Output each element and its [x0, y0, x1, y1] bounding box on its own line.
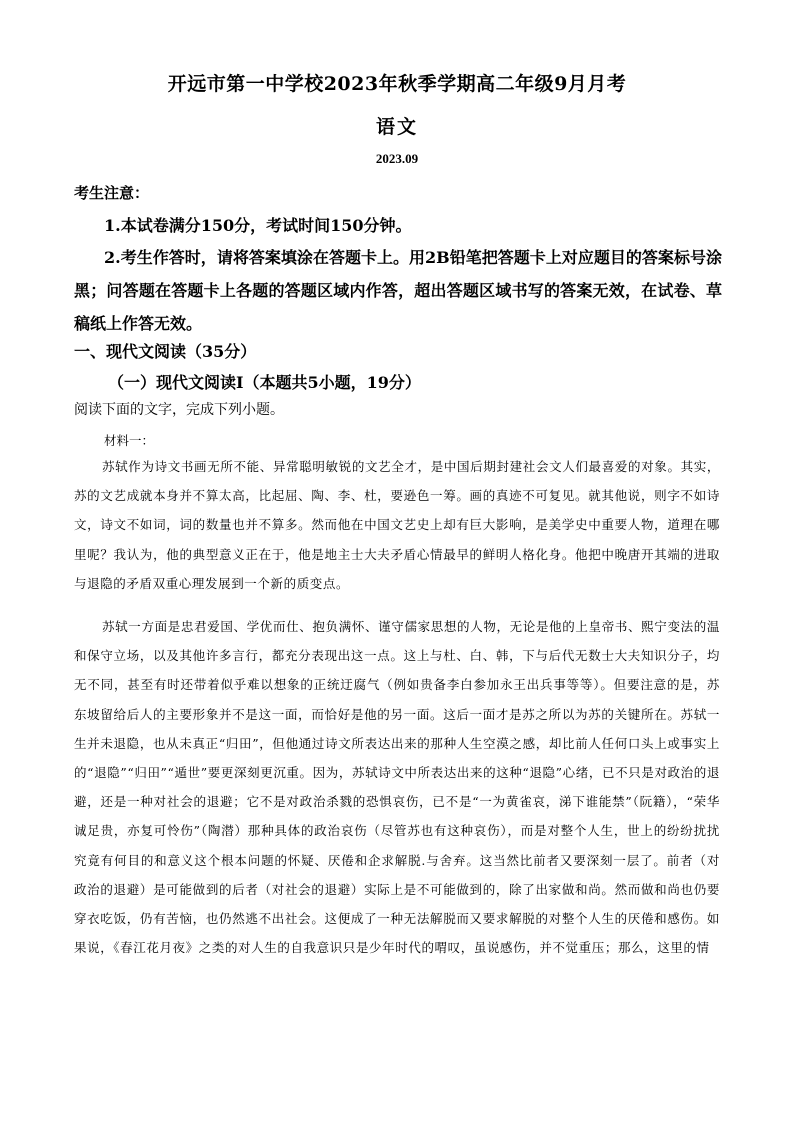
subsection-heading: （一）现代文阅读Ⅰ（本题共5小题，19分）: [108, 373, 421, 392]
exam-date: 2023.09: [375, 151, 419, 166]
notice-item-2: 2.考生作答时，请将答案填涂在答题卡上。用2B铅笔把答题卡上对应题目的答案标号涂黑；问答题在答题卡上各题的答题区域内作答，超出答题区域书写的答案无效，在试卷、草稿纸上作答无效。: [74, 248, 722, 333]
passage-paragraph: 苏轼一方面是忠君爱国、学优而仕、抱负满怀、谨守儒家思想的人物，无论是他的上皇帝书、熙宁变法的温和保守立场，以及其他许多言行，都充分表现出这一点。这上与杜、白、韩，下与后代无数士大夫知识分子，均无不同，甚至有时还带着似乎难以想象的正统迂腐气（例如贵备李白参加永王出兵事等等）。但要注意的是，苏东坡留给后人的主要形象并不是这一面，而恰好是他的另一面。这后一面才是苏之所以为苏的关键所在。苏轼一生并未退隐，也从未真正“归田”，但他通过诗文所表达出来的那种人生空漠之感，却比前人任何口头上或事实上的“退隐”“归田”“遁世”要更深刻更沉重。因为，苏轼诗文中所表达出来的这种“退隐”心绪，已不只是对政治的退避，还是一种对社会的退避；它不是对政治杀戮的恐惧哀伤，已不是“一为黄雀哀，涕下谁能禁”（阮籍），“荣华诚足贵，亦复可怜伤”（陶潜）那种具体的政治哀伤（尽管苏也有这种哀伤），而是对整个人生，世上的纷纷扰扰究竟有何目的和意义这个根本问题的怀疑、厌倦和企求解脱.与舍弃。这当然比前者又要深刻一层了。前者（对政治的退避）是可能做到的后者（对社会的退避）实际上是不可能做到的，除了出家做和尚。然而做和尚也仍要穿衣吃饭，仍有苦恼，也仍然逃不出社会。这便成了一种无法解脱而又要求解脱的对整个人生的厌倦和感伤。如果说，《春江花月夜》之类的对人生的自我意识只是少年时代的喟叹，虽说感伤，并不觉重压；那么，这里的情: [74, 619, 720, 956]
passage-paragraph: 苏轼作为诗文书画无所不能、异常聪明敏锐的文艺全才，是中国后期封建社会文人们最喜爱的对象。其实，苏的文艺成就本身并不算太高，比起屈、陶、李、杜，要逊色一筹。画的真迹不可复见。就其他说，则字不如诗文，诗文不如词，词的数量也并不算多。然而他在中国文艺史上却有巨大影响，是美学史中重要人物，道理在哪里呢？我认为，他的典型意义正在于，他是地主士大夫矛盾心情最早的鲜明人格化身。他把中晚唐开其端的进取与退隐的矛盾双重心理发展到一个新的质变点。: [74, 459, 720, 591]
notice-item-1: 1.本试卷满分150分，考试时间150分钟。: [104, 216, 412, 235]
exam-title: 开远市第一中学校2023年秋季学期高二年级9月月考: [167, 73, 627, 95]
subject-title: 语文: [375, 116, 418, 138]
notice-label: 考生注意：: [74, 184, 150, 202]
material-label: 材料一：: [104, 433, 155, 448]
section-heading: 一、现代文阅读（35分）: [74, 342, 257, 361]
reading-instruction: 阅读下面的文字，完成下列小题。: [74, 402, 284, 418]
